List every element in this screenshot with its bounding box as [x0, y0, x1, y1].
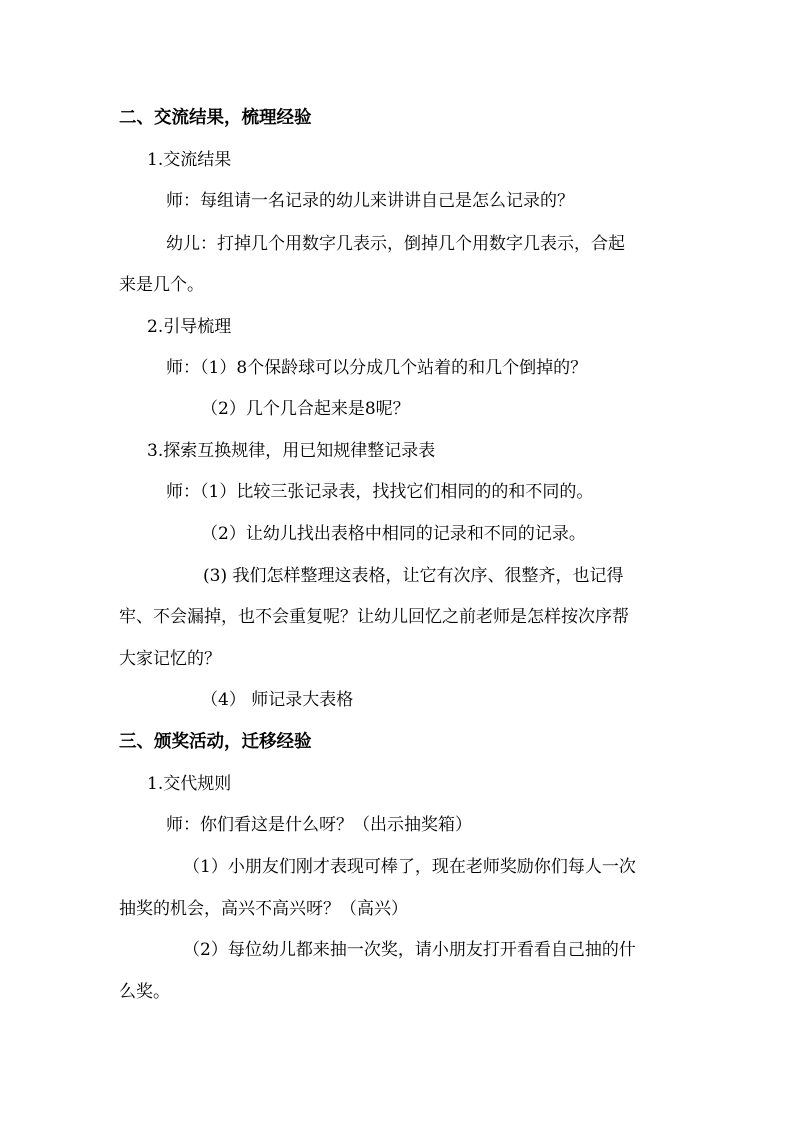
section2-step2-q1: 师：（1）8个保龄球可以分成几个站着的和几个倒掉的？	[166, 358, 588, 378]
section2-step3-q3-line3: 大家记忆的？	[119, 649, 221, 669]
section2-step3-q4: （4） 师记录大表格	[201, 690, 354, 710]
section2-step1-teacher: 师：每组请一名记录的幼儿来讲讲自己是怎么记录的？	[166, 191, 574, 211]
section2-step3-title: 3.探索互换规律，用已知规律整记录表	[147, 441, 436, 461]
section2-step2-title: 2.引导梳理	[147, 317, 232, 337]
section3-step1-p1-line2: 抽奖的机会，高兴不高兴呀？（高兴）	[119, 899, 408, 919]
section2-step1-child-line2: 来是几个。	[119, 275, 204, 295]
section3-step1-p2-line1: （2）每位幼儿都来抽一次奖，请小朋友打开看看自己抽的什	[183, 940, 636, 960]
section3-step1-title: 1.交代规则	[147, 774, 232, 794]
section3-heading: 三、颁奖活动，迁移经验	[119, 732, 312, 752]
section2-step2-q2: （2）几个几合起来是8呢？	[201, 399, 410, 419]
section3-step1-teacher: 师：你们看这是什么呀？（出示抽奖箱）	[166, 815, 472, 835]
section3-step1-p1-line1: （1）小朋友们刚才表现可棒了，现在老师奖励你们每人一次	[183, 857, 636, 877]
section2-step1-title: 1.交流结果	[147, 150, 232, 170]
section2-step3-q3-line1: (3) 我们怎样整理这表格，让它有次序、很整齐，也记得	[203, 566, 624, 586]
section2-step3-q2: （2）让幼儿找出表格中相同的记录和不同的记录。	[201, 524, 586, 544]
section2-step3-q3-line2: 牢、不会漏掉，也不会重复呢？让幼儿回忆之前老师是怎样按次序帮	[119, 607, 629, 627]
section2-step3-q1: 师：（1）比较三张记录表，找找它们相同的的和不同的。	[166, 482, 594, 502]
section2-step1-child-line1: 幼儿：打掉几个用数字几表示，倒掉几个用数字几表示，合起	[166, 234, 625, 254]
section3-step1-p2-line2: 么奖。	[119, 982, 170, 1002]
section2-heading: 二、交流结果，梳理经验	[119, 108, 312, 128]
